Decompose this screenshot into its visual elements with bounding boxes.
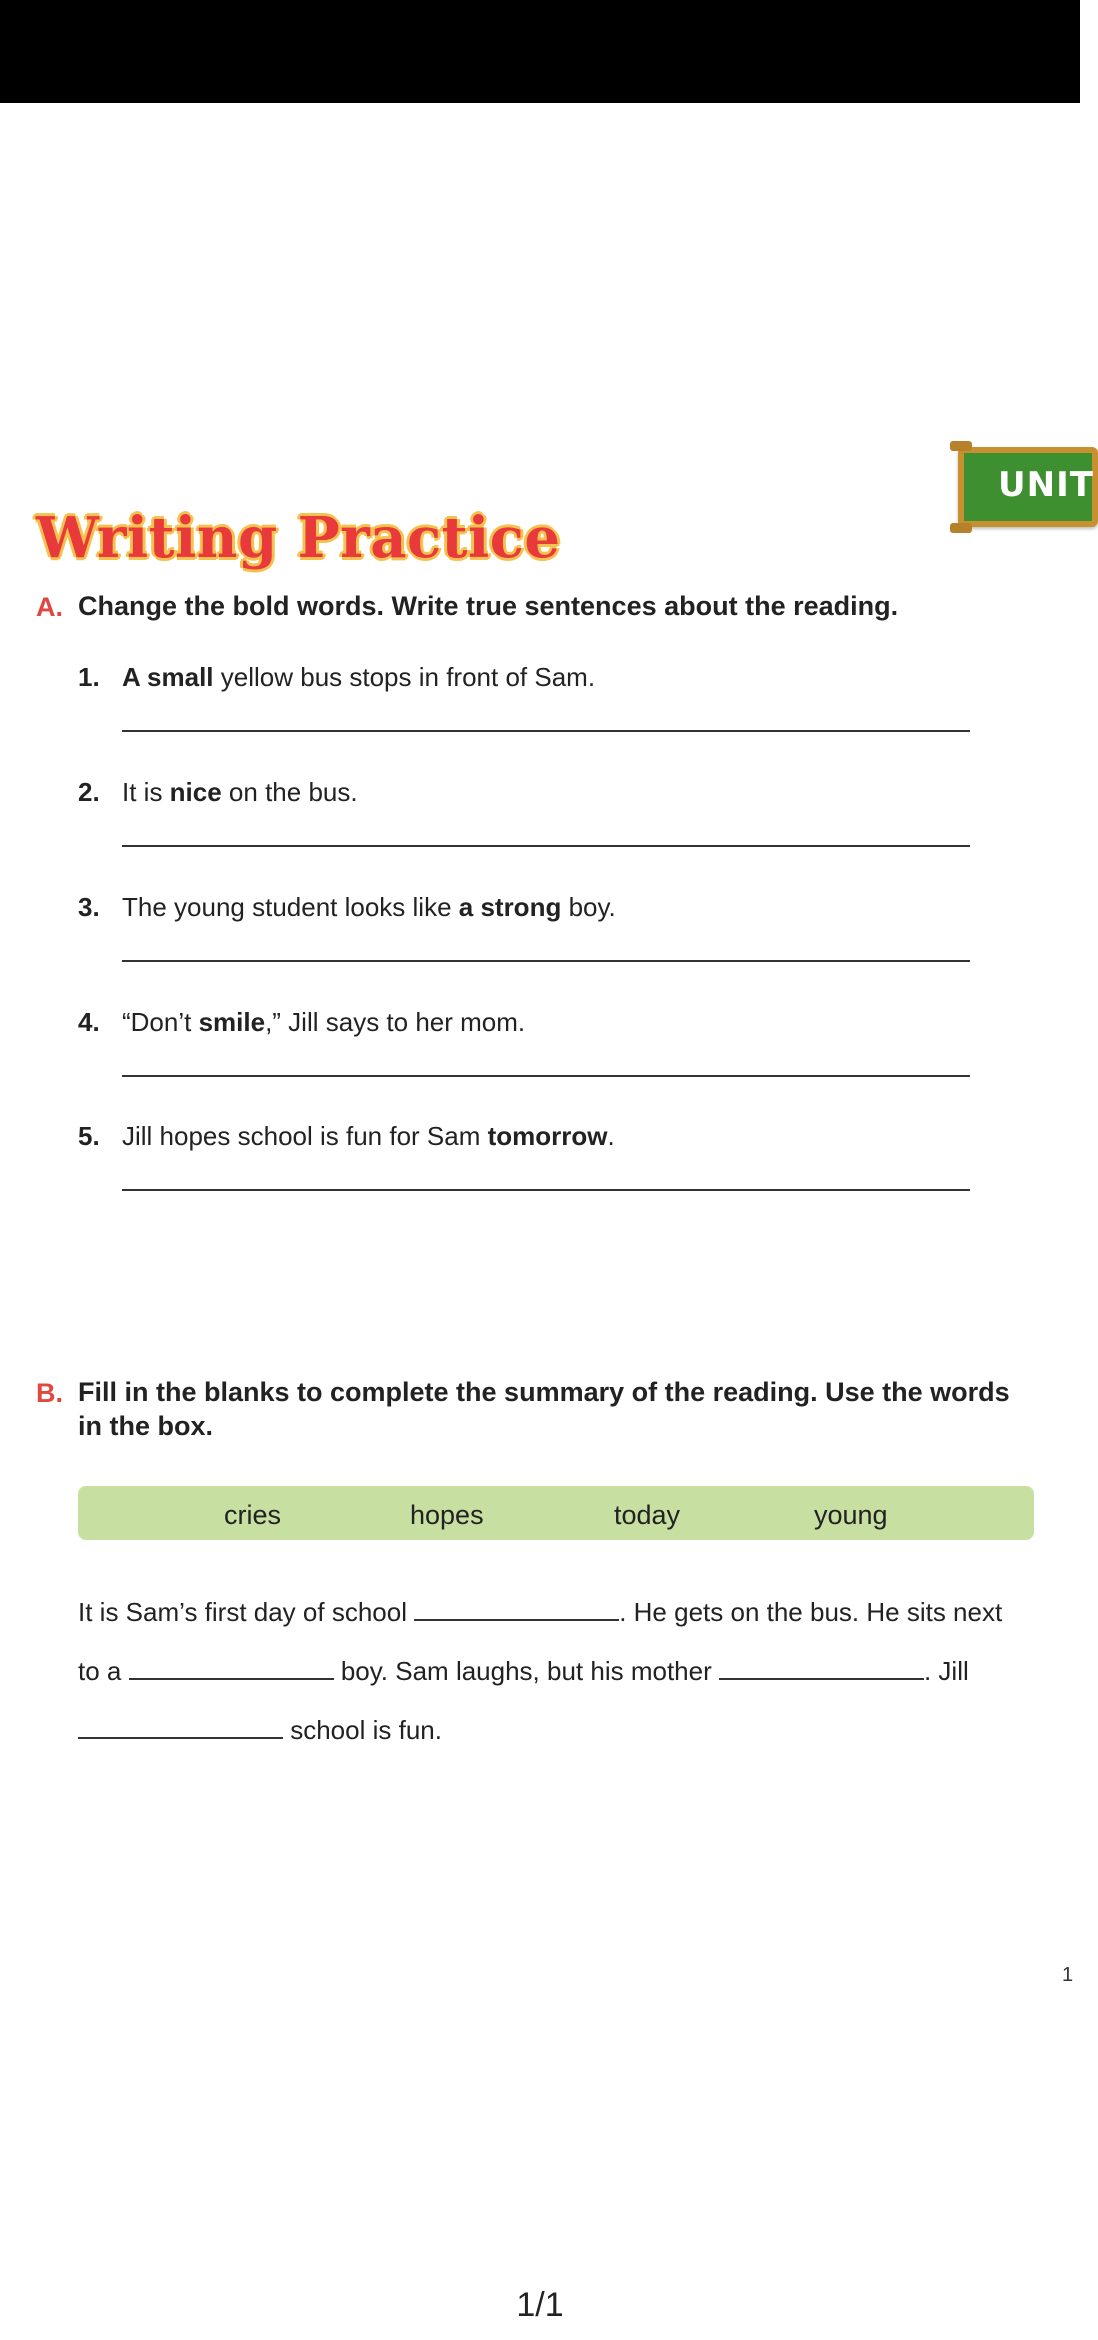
- item-number: 4.: [78, 1007, 100, 1037]
- bold-words: a strong: [458, 892, 562, 922]
- fill-blank[interactable]: [129, 1678, 334, 1680]
- item-number: 5.: [78, 1121, 100, 1151]
- section-b-instruction: Fill in the blanks to complete the summary of the reading. Use the words in the box.: [78, 1377, 1010, 1441]
- word-option: today: [614, 1500, 681, 1530]
- item-sentence: “Don’t smile,” Jill says to her mom.: [122, 1007, 526, 1037]
- answer-line[interactable]: [122, 730, 970, 732]
- item-number: 2.: [78, 777, 100, 807]
- word-box: [78, 1486, 1034, 1540]
- summary-line-1: It is Sam’s first day of school . He gets on the bus. He sits next: [78, 1597, 1003, 1627]
- answer-line[interactable]: [122, 1075, 970, 1077]
- summary-line-2: to a boy. Sam laughs, but his mother . Jill: [78, 1656, 969, 1686]
- word-option: young: [814, 1500, 888, 1530]
- page-number: 1: [1062, 1964, 1074, 1986]
- item-number: 3.: [78, 892, 100, 922]
- fill-blank[interactable]: [414, 1619, 619, 1621]
- unit-label: UNIT: [998, 465, 1094, 505]
- word-option: cries: [224, 1500, 282, 1530]
- unit-badge: [958, 447, 1098, 527]
- status-bar: [0, 0, 1080, 103]
- bold-words: smile: [198, 1007, 266, 1037]
- item-number: 1.: [78, 662, 100, 692]
- section-a-instruction: Change the bold words. Write true sentences about the reading.: [78, 591, 899, 621]
- summary-line-3: school is fun.: [78, 1715, 442, 1746]
- item-sentence: A small yellow bus stops in front of Sam.: [122, 662, 596, 692]
- answer-line[interactable]: [122, 845, 970, 847]
- bold-words: A small: [122, 662, 214, 692]
- item-sentence: Jill hopes school is fun for Sam tomorrow.: [122, 1121, 615, 1151]
- fill-blank[interactable]: [78, 1737, 283, 1739]
- fill-blank[interactable]: [719, 1678, 924, 1680]
- section-a-letter: A.: [36, 592, 63, 622]
- page-title: Writing Practice: [36, 505, 561, 571]
- item-sentence: It is nice on the bus.: [122, 777, 358, 807]
- word-option: hopes: [410, 1500, 484, 1530]
- answer-line[interactable]: [122, 1189, 970, 1191]
- page-indicator: 1/1: [516, 2286, 564, 2324]
- item-sentence: The young student looks like a strong boy.: [122, 892, 616, 922]
- section-b-letter: B.: [36, 1378, 63, 1408]
- bold-words: tomorrow: [487, 1121, 608, 1151]
- bold-words: nice: [169, 777, 222, 807]
- answer-line[interactable]: [122, 960, 970, 962]
